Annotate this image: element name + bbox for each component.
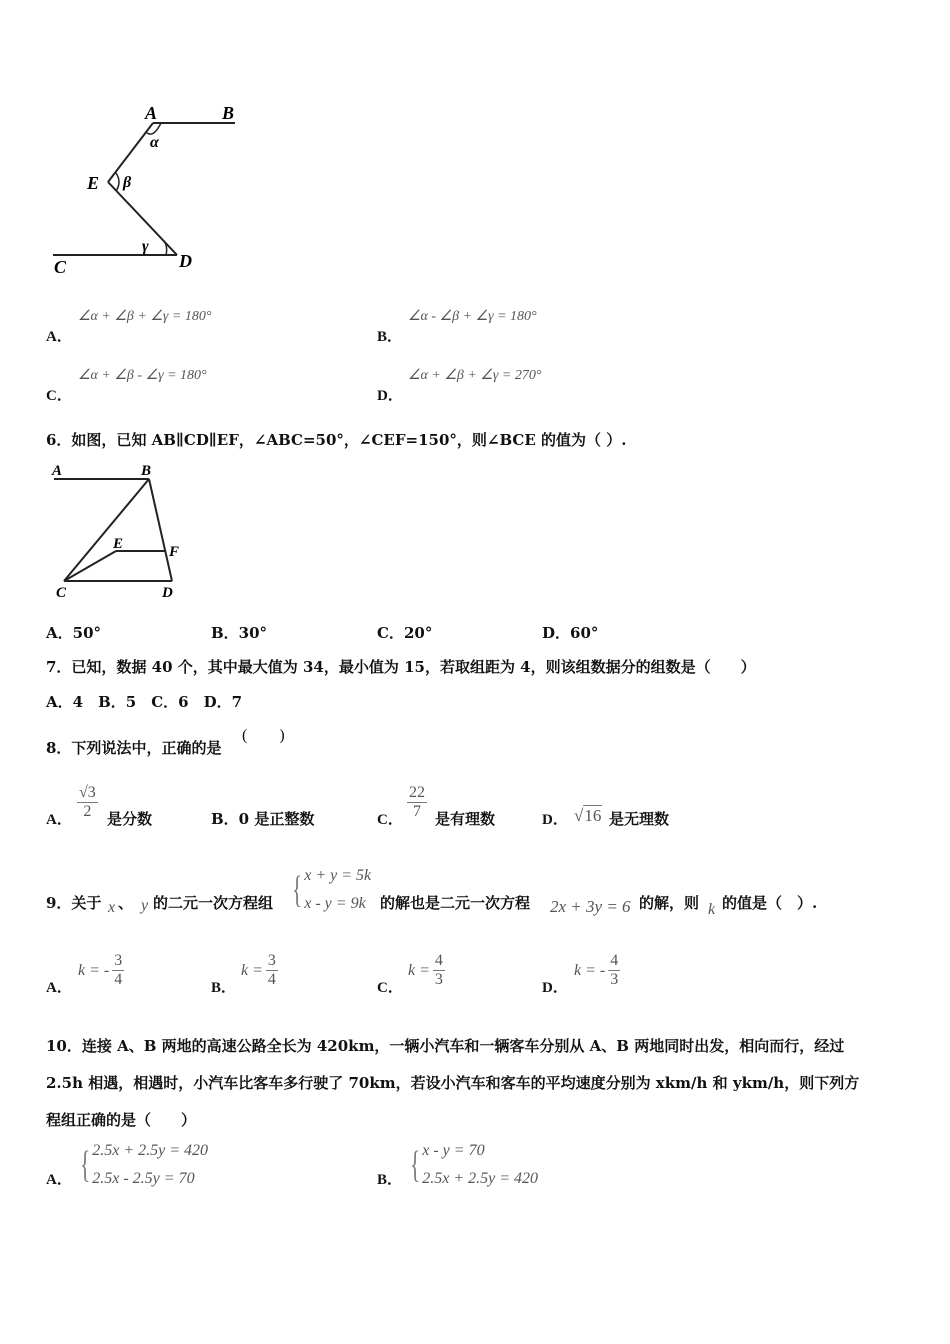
q9-eq3: 2x + 3y = 6 bbox=[550, 897, 631, 916]
q9-option-d-label: D． bbox=[542, 980, 568, 996]
q9-option-b-label: B． bbox=[211, 980, 237, 996]
fig5-label-gamma: γ bbox=[142, 238, 149, 255]
fig6-label-d: D bbox=[162, 585, 173, 601]
q8-question: 8．下列说法中，正确的是 bbox=[46, 739, 222, 757]
q8-option-a-fraction bbox=[77, 784, 98, 821]
q8-option-d-text: 是无理数 bbox=[609, 810, 670, 828]
q9-c-pre: k = bbox=[408, 961, 430, 979]
q10-b-eq1: x - y = 70 bbox=[422, 1142, 485, 1159]
q6-option-b: B．30° bbox=[211, 624, 268, 642]
q5-option-c-expr: ∠α + ∠β - ∠γ = 180° bbox=[78, 368, 207, 383]
q6-option-a: A．50° bbox=[46, 624, 102, 642]
q10-line-2: 2.5h 相遇，相遇时，小汽车比客车多行驶了 70km，若设小汽车和客车的平均速度分别为 xkm/h 和 ykm/h，则下列方 bbox=[46, 1074, 860, 1092]
q9-option-d-expr bbox=[574, 952, 620, 989]
q8-c-num: 22 bbox=[409, 784, 425, 801]
q8-option-a-label: A． bbox=[46, 812, 72, 828]
fig6-label-b: B bbox=[141, 463, 152, 479]
q9-sep: 、 bbox=[118, 894, 134, 912]
q5-option-a-label: A． bbox=[46, 329, 72, 345]
q7-options: A．4 B．5 C．6 D．7 bbox=[46, 693, 243, 711]
q9-mid3: 的解，则 bbox=[639, 894, 700, 912]
q8-c-den: 7 bbox=[413, 803, 421, 820]
angle-figure-q5 bbox=[40, 95, 260, 285]
q9-d-den: 3 bbox=[610, 971, 619, 988]
q6-option-c: C．20° bbox=[377, 624, 433, 642]
q10-line-1: 10．连接 A、B 两地的高速公路全长为 420km，一辆小汽车和一辆客车分别从 A、B 两地同时出发，相向而行，经过 bbox=[46, 1037, 845, 1055]
q8-option-c-label: C． bbox=[377, 812, 403, 828]
q8-option-c-fraction bbox=[407, 784, 427, 821]
q9-eq1: x + y = 5k bbox=[304, 867, 372, 884]
q9-pre: 9．关于 bbox=[46, 894, 102, 912]
q5-option-d-label: D． bbox=[377, 388, 403, 404]
fig5-label-d: D bbox=[179, 251, 192, 271]
fig5-label-b: B bbox=[222, 103, 235, 123]
q10-option-a-system: { 2.5x + 2.5y = 420 2.5x - 2.5y = 70 bbox=[76, 1137, 208, 1193]
q10-a-eq1: 2.5x + 2.5y = 420 bbox=[92, 1142, 209, 1159]
q9-b-den: 4 bbox=[267, 971, 276, 988]
fig5-label-a: A bbox=[145, 103, 158, 123]
q6-question: 6．如图，已知 AB∥CD∥EF，∠ABC=50°，∠CEF=150°，则∠BCE 的值为（ ）. bbox=[46, 431, 627, 449]
fig6-label-c: C bbox=[56, 585, 67, 601]
q10-option-a-label: A． bbox=[46, 1172, 72, 1188]
q9-a-den: 4 bbox=[114, 971, 123, 988]
fig6-label-f: F bbox=[169, 544, 180, 560]
q9-b-num: 3 bbox=[267, 952, 276, 969]
q10-line-3: 程组正确的是（ ） bbox=[46, 1111, 197, 1129]
q9-option-a-label: A． bbox=[46, 980, 72, 996]
q9-mid2: 的解也是二元一次方程 bbox=[380, 894, 531, 912]
q9-option-c-label: C． bbox=[377, 980, 403, 996]
q10-b-eq2: 2.5x + 2.5y = 420 bbox=[422, 1170, 539, 1187]
q8-option-a-text: 是分数 bbox=[107, 810, 153, 828]
q8-a-num: √3 bbox=[79, 784, 96, 801]
q5-option-c-label: C． bbox=[46, 388, 72, 404]
q9-a-num: 3 bbox=[114, 952, 123, 969]
parallel-lines-figure-q6 bbox=[44, 460, 194, 602]
q7-question: 7．已知，数据 40 个，其中最大值为 34，最小值为 15，若取组距为 4，则该组数据分的组数是（ ） bbox=[46, 658, 756, 676]
q5-option-b-expr: ∠α - ∠β + ∠γ = 180° bbox=[408, 309, 537, 324]
q5-option-d-expr: ∠α + ∠β + ∠γ = 270° bbox=[408, 368, 542, 383]
q9-b-pre: k = bbox=[241, 961, 263, 979]
fig5-label-e: E bbox=[87, 173, 100, 193]
fig5-label-alpha: α bbox=[150, 134, 159, 151]
q9-var-y: y bbox=[141, 897, 149, 914]
q9-end: 的值是（ ）. bbox=[722, 894, 818, 912]
q10-option-b-label: B． bbox=[377, 1172, 403, 1188]
q9-equation-system: { x + y = 5k x - y = 9k bbox=[288, 862, 371, 918]
q9-var-x: x bbox=[108, 899, 116, 916]
q9-c-num: 4 bbox=[434, 952, 443, 969]
q8-option-d-sqrt: √16 bbox=[574, 806, 602, 825]
q9-a-pre: k = - bbox=[78, 961, 110, 979]
q9-option-b-expr bbox=[241, 952, 278, 989]
q9-c-den: 3 bbox=[434, 971, 443, 988]
q9-d-pre: k = - bbox=[574, 961, 606, 979]
fig5-label-beta: β bbox=[123, 174, 132, 191]
q10-option-b-system: { x - y = 70 2.5x + 2.5y = 420 bbox=[406, 1137, 538, 1193]
q9-eq2: x - y = 9k bbox=[304, 895, 366, 912]
fig6-label-a: A bbox=[52, 463, 63, 479]
q8-option-b: B．0 是正整数 bbox=[211, 810, 315, 828]
q5-option-b-label: B． bbox=[377, 329, 403, 345]
q8-d-radicand: 16 bbox=[584, 806, 602, 825]
q8-option-d-label: D． bbox=[542, 812, 568, 828]
q10-a-eq2: 2.5x - 2.5y = 70 bbox=[92, 1170, 195, 1187]
q6-option-d: D．60° bbox=[542, 624, 599, 642]
q8-a-den: 2 bbox=[83, 803, 92, 820]
q9-option-c-expr bbox=[408, 952, 445, 989]
q9-option-a-expr bbox=[78, 952, 124, 989]
q9-d-num: 4 bbox=[610, 952, 619, 969]
q9-mid: 的二元一次方程组 bbox=[153, 894, 274, 912]
fig5-label-c: C bbox=[54, 257, 67, 277]
fig6-label-e: E bbox=[113, 536, 124, 552]
q8-paren: ( ) bbox=[242, 727, 285, 744]
q5-option-a-expr: ∠α + ∠β + ∠γ = 180° bbox=[78, 309, 212, 324]
q9-var-k: k bbox=[708, 901, 716, 918]
q8-option-c-text: 是有理数 bbox=[435, 810, 496, 828]
